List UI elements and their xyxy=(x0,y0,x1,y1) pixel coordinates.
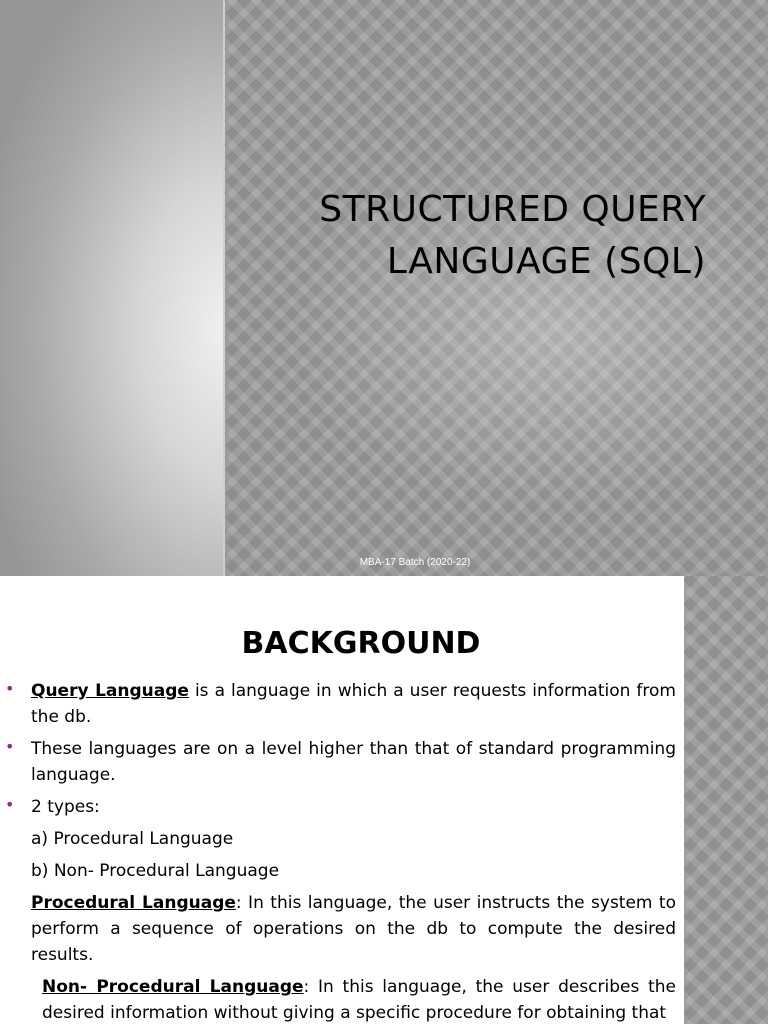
background-slide xyxy=(0,576,768,1024)
procedural-definition xyxy=(31,890,676,968)
slide-footer: MBA-17 Batch (2020-22) xyxy=(359,557,471,568)
slide-heading: BACKGROUND xyxy=(241,626,481,661)
term-query-language: Query Language xyxy=(31,681,189,701)
non-procedural-definition xyxy=(31,974,676,1024)
title-slide-pattern-panel xyxy=(225,0,768,576)
procedural-definition-text: : In this language, the user instructs the system to perform a sequence of operations on the db to compute the desired results. xyxy=(31,893,676,965)
title-slide-left-panel xyxy=(0,0,223,576)
bullet-query-language-text: is a language in which a user requests information from the db. xyxy=(31,681,676,727)
slide-title-line-1: STRUCTURED QUERY xyxy=(319,189,706,230)
type-b-line: b) Non- Procedural Language xyxy=(31,861,280,881)
type-a-line: a) Procedural Language xyxy=(31,829,234,849)
term-procedural-language: Procedural Language xyxy=(31,893,236,913)
slide-title xyxy=(246,184,706,288)
non-procedural-definition-text: : In this language, the user describes the desired information without giving a specific procedure for obtaining that xyxy=(42,977,676,1023)
slide-body xyxy=(31,678,676,1024)
bullet-two-types xyxy=(31,794,676,820)
term-non-procedural-language: Non- Procedural Language xyxy=(42,977,304,997)
bullet-query-language xyxy=(31,678,676,730)
bullet-higher-level xyxy=(31,736,676,788)
bullet-two-types-text: 2 types: xyxy=(31,797,100,817)
bullet-higher-level-text: These languages are on a level higher than that of standard programming language. xyxy=(31,739,676,785)
slide-title-line-2: LANGUAGE (SQL) xyxy=(386,241,706,282)
